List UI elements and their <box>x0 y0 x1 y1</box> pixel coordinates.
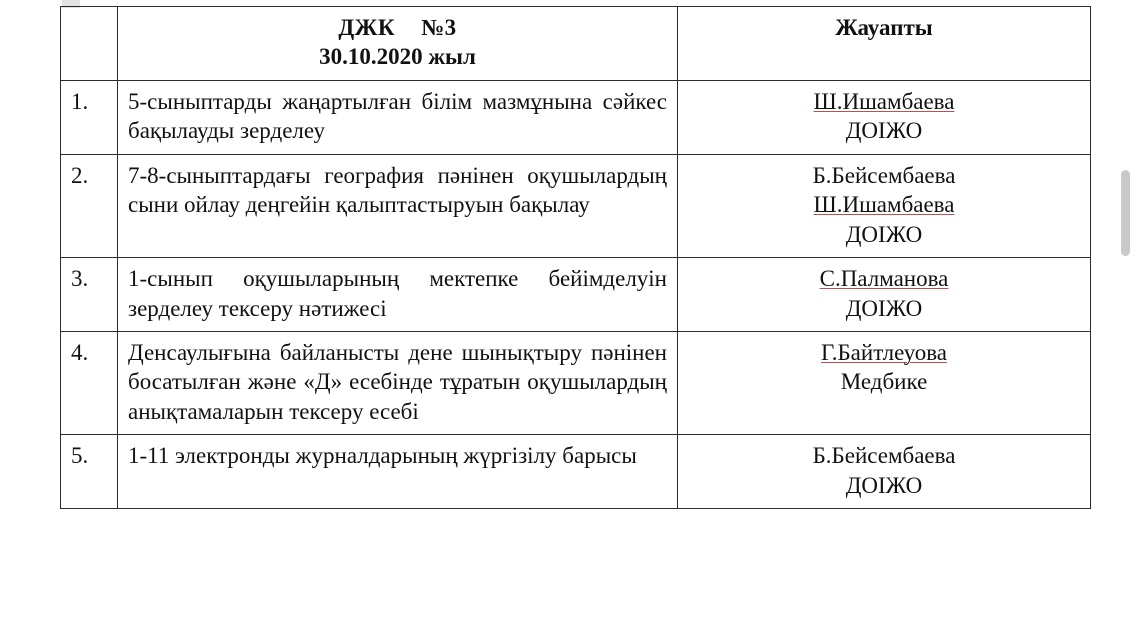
row-responsible <box>678 435 1091 509</box>
responsible-role: ДОІЖО <box>845 295 923 321</box>
row-text: Денсаулығына байланысты дене шынықтыру пәнінен босатылған және «Д» есебінде тұратын оқушылардың анықтамаларын тексеру есебі <box>118 331 678 434</box>
header-title-main: ДЖК <box>338 15 396 40</box>
schedule-table-container <box>60 6 1090 509</box>
schedule-table <box>60 6 1091 509</box>
row-text: 7-8-сыныптардағы география пәнінен оқушылардың сыни ойлау деңгейін қалыптастыруын бақылау <box>118 154 678 257</box>
responsible-name: Б.Бейсембаева <box>812 443 956 469</box>
row-number: 4. <box>61 331 118 434</box>
responsible-name-secondary: Ш.Ишамбаева <box>813 192 955 218</box>
header-title-number: №3 <box>421 15 457 40</box>
table-row <box>61 80 1091 154</box>
scrollbar-thumb[interactable] <box>1121 170 1130 256</box>
responsible-role: Медбике <box>840 369 928 395</box>
header-title-cell <box>118 7 678 81</box>
responsible-name: Ш.Ишамбаева <box>813 88 955 114</box>
row-text: 1-сынып оқушыларының мектепке бейімделуін зерделеу тексеру нәтижесі <box>118 258 678 332</box>
row-responsible <box>678 331 1091 434</box>
table-header-row <box>61 7 1091 81</box>
responsible-role: ДОІЖО <box>845 472 923 498</box>
responsible-name: С.Палманова <box>819 266 949 292</box>
responsible-name: Б.Бейсембаева <box>812 162 956 188</box>
row-responsible <box>678 154 1091 257</box>
row-text: 5-сыныптарды жаңартылған білім мазмұнына сәйкес бақылауды зерделеу <box>118 80 678 154</box>
table-row <box>61 154 1091 257</box>
header-title-date: 30.10.2020 жыл <box>319 44 476 70</box>
row-number: 5. <box>61 435 118 509</box>
responsible-name: Г.Байтлеуова <box>821 339 947 365</box>
row-number: 2. <box>61 154 118 257</box>
row-responsible <box>678 80 1091 154</box>
row-text: 1-11 электронды журналдарының жүргізілу барысы <box>118 435 678 509</box>
table-row <box>61 435 1091 509</box>
row-responsible <box>678 258 1091 332</box>
row-number: 3. <box>61 258 118 332</box>
header-responsible-cell: Жауапты <box>678 7 1091 81</box>
responsible-role: ДОІЖО <box>845 118 923 144</box>
table-row <box>61 331 1091 434</box>
header-empty-cell <box>61 7 118 81</box>
responsible-role: ДОІЖО <box>845 221 923 247</box>
row-number: 1. <box>61 80 118 154</box>
table-row <box>61 258 1091 332</box>
